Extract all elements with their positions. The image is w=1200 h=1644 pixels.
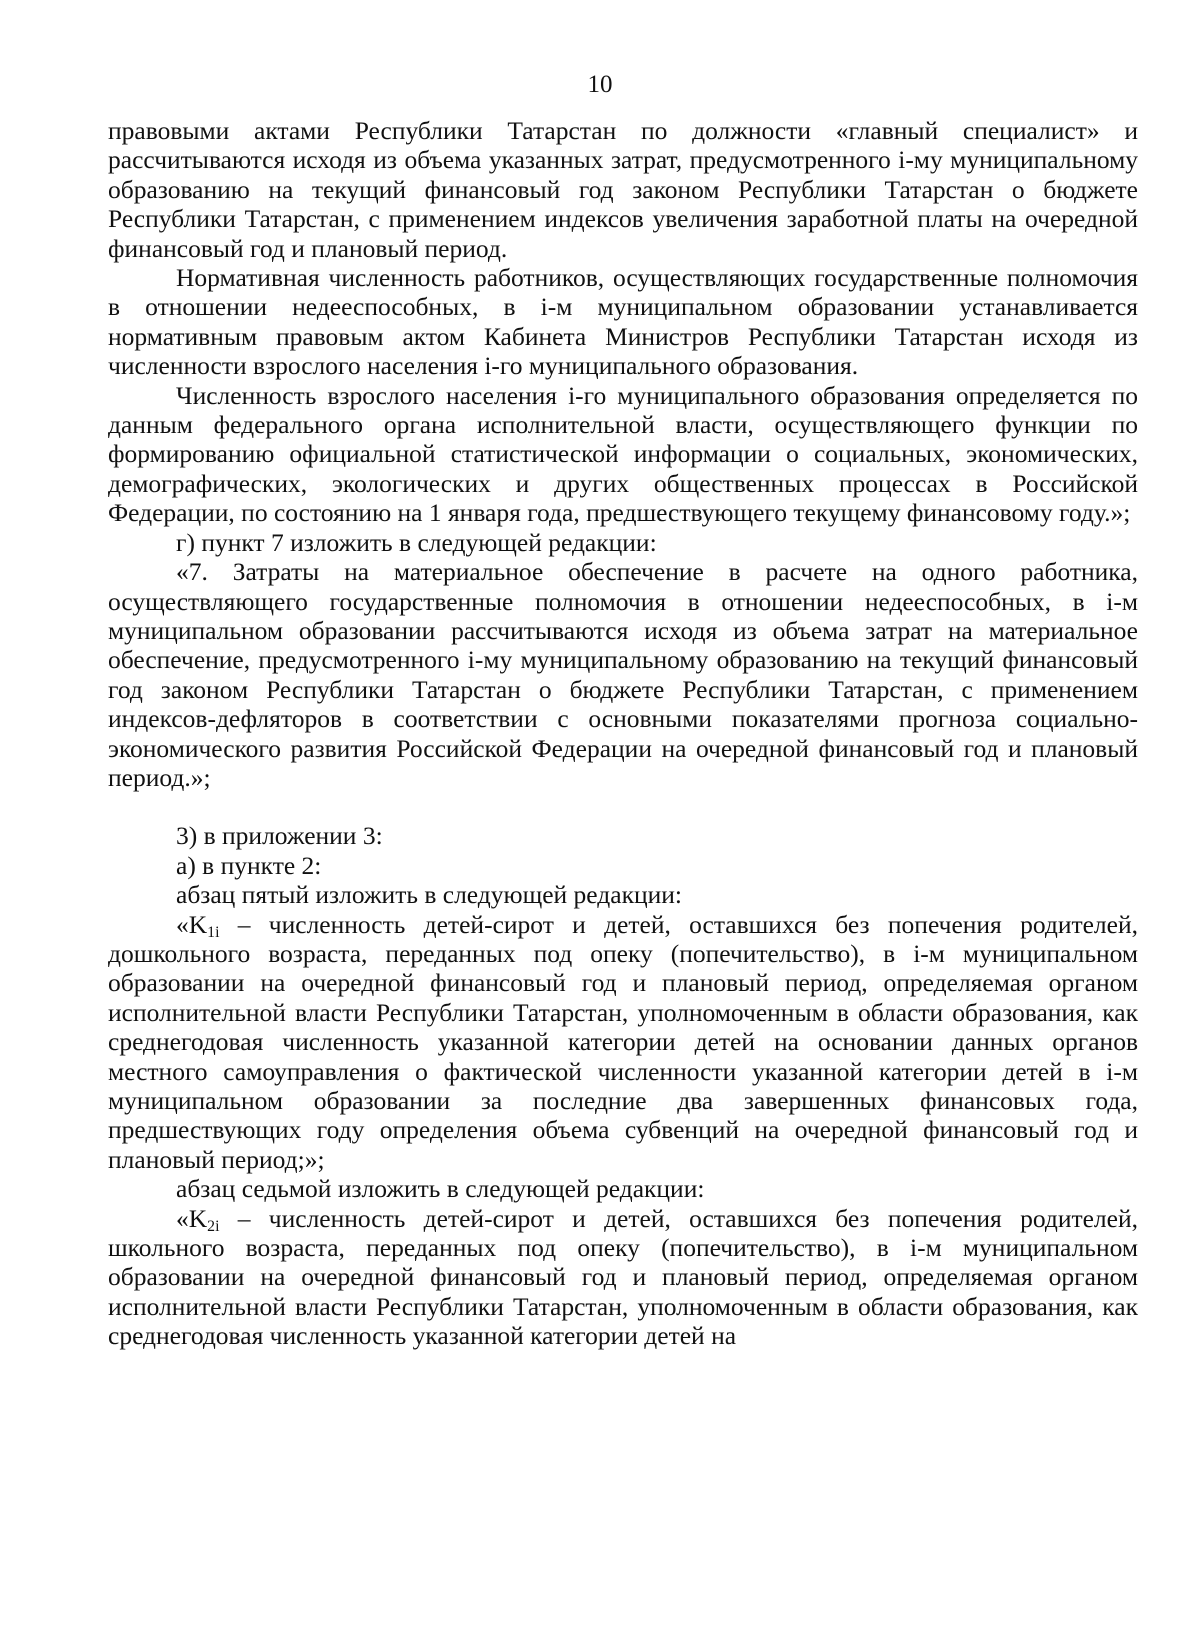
definition-text: – численность детей-сирот и детей, оставшихся без попечения родителей, дошкольного возраста, переданных под опеку (попечительство), в i-м муниципальном образовании на очередной финансовый год и плановый период, определяемая органом исполнительной власти Республики Татарстан, уполномоченным в области образования, как среднегодовая численность указанной категории детей на основании данных органов местного самоуправления о фактической численности указанной категории детей в i-м муниципальном образовании за последние два завершенных финансовых года, предшествующих году определения объема субвенций на очередной финансовый год и плановый период;»; [108, 909, 1138, 1174]
paragraph-point-7: «7. Затраты на материальное обеспечение в расчете на одного работника, осуществляющего государственные полномочия в отношении недееспособных, в i-м муниципальном образовании рассчитываются исходя из объема затрат на материальное обеспечение, предусмотренного i-му муниципальному образованию на текущий финансовый год законом Республики Татарстан о бюджете Республики Татарстан, с применением индексов-дефляторов в соответствии с основными показателями прогноза социально-экономического развития Российской Федерации на очередной финансовый год и плановый период.»; [108, 557, 1138, 792]
page-number: 10 [587, 71, 613, 98]
paragraph-item-a: а) в пункте 2: [176, 850, 322, 880]
paragraph-adult-population: Численность взрослого населения i-го муниципального образования определяется по данным федерального органа исполнительной власти, осуществляющего функции по формированию официальной статистической информации о социальных, экономических, демографических, экологических и других общественных процессах в Российской Федерации, по состоянию на 1 января года, предшествующего текущему финансовому году.»; [108, 380, 1138, 528]
paragraph-item-g: г) пункт 7 изложить в следующей редакции: [176, 527, 657, 557]
paragraph-normative-staff: Нормативная численность работников, осуществляющих государственные полномочия в отношении недееспособных, в i-м муниципальном образовании устанавливается нормативным правовым актом Кабинета Министров Республики Татарстан исходя из численности взрослого населения i-го муниципального образования. [108, 263, 1138, 381]
formula-subscript: 1i [207, 923, 220, 941]
document-body [108, 116, 1138, 1351]
definition-text: – численность детей-сирот и детей, оставшихся без попечения родителей, школьного возраста, переданных под опеку (попечительство), в i-м муниципальном образовании на очередной финансовый год и плановый период, определяемая органом исполнительной власти Республики Татарстан, уполномоченным в области образования, как среднегодовая численность указанной категории детей на [108, 1203, 1138, 1351]
formula-symbol: «K [176, 909, 208, 939]
formula-symbol: «K [176, 1203, 208, 1233]
formula-subscript: 2i [207, 1217, 220, 1235]
paragraph-appendix-3: 3) в приложении 3: [176, 821, 383, 851]
paragraph-seventh-abzac: абзац седьмой изложить в следующей редакции: [176, 1174, 705, 1204]
paragraph-k2i-definition [108, 1204, 1138, 1351]
paragraph-fifth-abzac: абзац пятый изложить в следующей редакции: [176, 880, 682, 910]
paragraph-continuation: правовыми актами Республики Татарстан по должности «главный специалист» и рассчитываются исходя из объема указанных затрат, предусмотренного i-му муниципальному образованию на текущий финансовый год законом Республики Татарстан о бюджете Республики Татарстан, с применением индексов увеличения заработной платы на очередной финансовый год и плановый период. [108, 116, 1138, 263]
paragraph-k1i-definition [108, 910, 1138, 1175]
